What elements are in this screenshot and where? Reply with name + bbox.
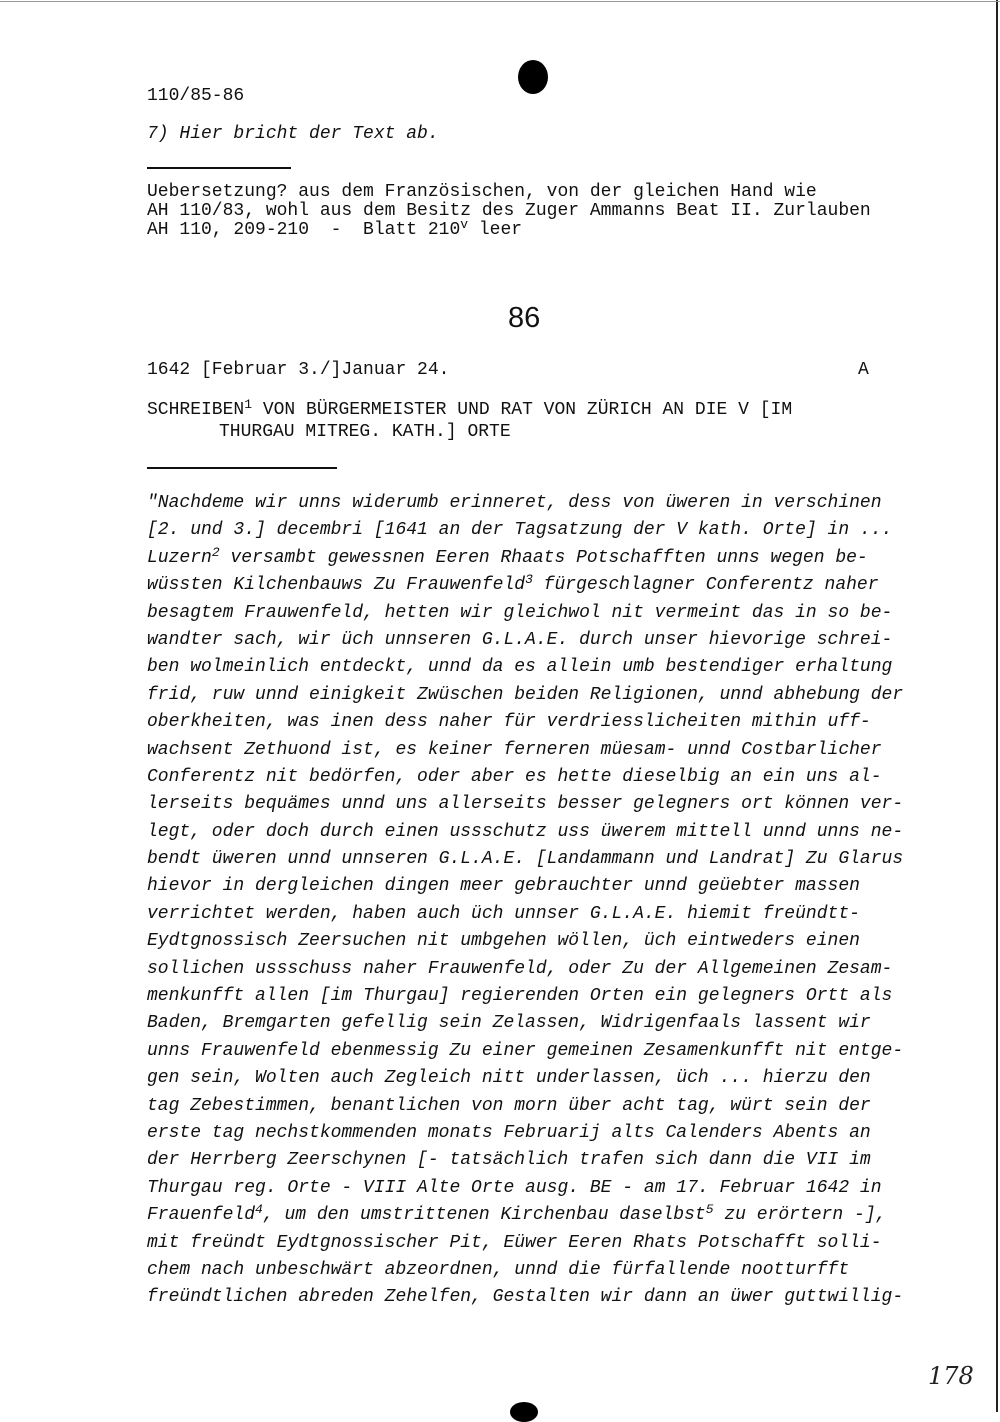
body-text-segment: menkunfft allen [im Thurgau] regierenden Orten ein gelegners Ortt als <box>147 986 893 1007</box>
body-line <box>147 1147 907 1174</box>
document-number: 86 <box>508 302 541 334</box>
body-text-segment: erste tag nechstkommenden monats Februarij alts Calenders Abents an <box>147 1122 871 1143</box>
body-line <box>147 928 907 955</box>
body-line <box>147 627 907 654</box>
body-text-segment: der Herrberg Zeerschynen [- tatsächlich trafen sich dann die VII im <box>147 1150 871 1171</box>
body-text-segment: sollichen ussschuss naher Frauwenfeld, oder Zu der Allgemeinen Zesam- <box>147 958 893 979</box>
date-line: 1642 [Februar 3./]Januar 24. <box>147 360 450 380</box>
source-note-line: AH 110/83, wohl aus dem Besitz des Zuger Ammanns Beat II. Zurlauben <box>147 201 871 221</box>
footnote-ref: 4 <box>255 1202 263 1218</box>
body-text-segment: lerseits bequämes unnd uns allerseits besser gelegners ort können ver- <box>147 794 904 815</box>
body-text-segment: Baden, Bremgarten gefellig sein Zelassen, Widrigenfaals lassent wir <box>147 1013 871 1034</box>
body-text-segment: gen sein, Wolten auch Zegleich nitt underlassen, üch ... hierzu den <box>147 1068 871 1089</box>
body-line <box>147 517 907 544</box>
body-text-segment: oberkheiten, was inen dess naher für verdriesslicheiten mithin uff- <box>147 712 871 733</box>
footnote-ref: 3 <box>525 572 533 588</box>
body-line <box>147 1120 907 1147</box>
footnote-7: 7) Hier bricht der Text ab. <box>147 124 439 144</box>
scan-edge-top <box>0 1 1000 2</box>
body-text-segment: hievor in dergleichen dingen meer gebrauchter unnd geüebter massen <box>147 876 860 897</box>
body-line <box>147 600 907 627</box>
body-line <box>147 1284 907 1311</box>
source-note-text: AH 110, 209-210 - Blatt 210 <box>147 220 461 240</box>
footnote-separator <box>147 167 291 169</box>
title-separator <box>147 467 337 469</box>
source-note-line: Uebersetzung? aus dem Französischen, von der gleichen Hand wie <box>147 182 817 202</box>
footnote-ref: 2 <box>211 544 220 560</box>
body-line <box>147 1065 907 1092</box>
body-text-segment: Eydtgnossisch Zeersuchen nit umbgehen wöllen, üch eintweders einen <box>147 931 860 952</box>
body-text-segment: Luzern <box>147 547 212 568</box>
body-text-segment: ben wolmeinlich entdeckt, unnd da es allein umb bestendiger erhaltung <box>147 657 893 678</box>
body-text-segment: verrichtet werden, haben auch üch unnser G.L.A.E. hiemit freündtt- <box>147 903 860 924</box>
body-text-segment: wachsent Zethuond ist, es keiner ferneren müesam- unnd Costbarlicher <box>147 739 882 760</box>
body-text-segment: legt, oder doch durch einen ussschutz uss üwerem mittell unnd unns ne- <box>147 821 904 842</box>
body-text-segment: bendt üweren unnd unnseren G.L.A.E. [Landammann und Landrat] Zu Glarus <box>147 849 904 870</box>
body-line <box>147 764 907 791</box>
body-text-segment: tag Zebestimmen, benantlichen von morn über acht tag, würt sein der <box>147 1095 871 1116</box>
body-text-segment: frid, ruw unnd einigkeit Zwüschen beiden Religionen, unnd abhebung der <box>147 684 904 705</box>
date-line-mark: A <box>858 360 869 380</box>
body-line <box>147 873 907 900</box>
letter-body <box>147 490 907 1312</box>
body-text-segment: , um den umstrittenen Kirchenbau daselbst <box>262 1205 706 1226</box>
body-line <box>147 1175 907 1202</box>
scan-edge-right <box>996 0 998 1412</box>
body-line <box>147 545 907 572</box>
title-line <box>147 399 792 421</box>
body-line <box>147 1038 907 1065</box>
body-line <box>147 846 907 873</box>
body-line <box>147 682 907 709</box>
body-line <box>147 983 907 1010</box>
body-text-segment: Frauenfeld <box>147 1205 256 1226</box>
verso-superscript: v <box>460 217 469 232</box>
body-line <box>147 1202 907 1229</box>
body-line <box>147 1010 907 1037</box>
body-text-segment: Thurgau reg. Orte - VIII Alte Orte ausg. BE - am 17. Februar 1642 in <box>147 1177 882 1198</box>
body-text-segment: Conferentz nit bedörfen, oder aber es hette dieselbig an ein uns al- <box>147 766 882 787</box>
body-text-segment: fürgeschlagner Conferentz naher <box>532 575 879 596</box>
title-text: SCHREIBEN <box>147 400 245 420</box>
body-line <box>147 1257 907 1284</box>
footnote-ref-1: 1 <box>244 397 253 412</box>
body-line <box>147 791 907 818</box>
body-text-segment: "Nachdeme wir unns widerumb erinneret, dess von üweren in verschinen <box>147 493 882 513</box>
punch-hole-mark-bottom <box>510 1402 538 1422</box>
body-text-segment: zu erörtern -], <box>713 1205 887 1226</box>
title-text: VON BÜRGERMEISTER UND RAT VON ZÜRICH AN DIE V [IM <box>252 400 793 420</box>
body-line <box>147 737 907 764</box>
body-text-segment: versambt gewessnen Eeren Rhaats Potschafften unns wegen be- <box>219 547 868 568</box>
body-line <box>147 901 907 928</box>
body-text-segment: wandter sach, wir üch unnseren G.L.A.E. durch unser hievorige schrei- <box>147 629 893 650</box>
body-line <box>147 709 907 736</box>
body-line <box>147 654 907 681</box>
body-line <box>147 490 907 517</box>
body-line <box>147 956 907 983</box>
body-text-segment: freündtlichen abreden Zehelfen, Gestalten wir dann an üwer guttwillig- <box>147 1287 904 1308</box>
body-text-segment: mit freündt Eydtgnossischer Pit, Eüwer Eeren Rhats Potschafft solli- <box>147 1232 882 1253</box>
doc-reference: 110/85-86 <box>147 86 245 106</box>
body-text-segment: unns Frauwenfeld ebenmessig Zu einer gemeinen Zesamenkunfft nit entge- <box>147 1040 904 1061</box>
document-title <box>147 399 792 443</box>
body-line <box>147 1093 907 1120</box>
body-line <box>147 572 907 599</box>
punch-hole-mark <box>518 60 548 94</box>
body-text-segment: [2. und 3.] decembri [1641 an der Tagsatzung der V kath. Orte] in ... <box>147 520 893 541</box>
body-text-segment: wüssten Kilchenbauws Zu Frauwenfeld <box>147 575 526 596</box>
body-line <box>147 819 907 846</box>
handwritten-page-mark: 178 <box>928 1362 974 1390</box>
source-note <box>147 183 871 240</box>
footnote-ref: 5 <box>705 1202 714 1218</box>
source-note-line <box>147 217 871 240</box>
source-note-text: leer <box>468 220 523 240</box>
body-line <box>147 1230 907 1257</box>
body-text-segment: besagtem Frauwenfeld, hetten wir gleichwol nit vermeint das in so be- <box>147 602 893 623</box>
body-text-segment: chem nach unbeschwärt abzeordnen, unnd die fürfallende nootturfft <box>147 1259 850 1280</box>
title-line: THURGAU MITREG. KATH.] ORTE <box>219 422 511 442</box>
